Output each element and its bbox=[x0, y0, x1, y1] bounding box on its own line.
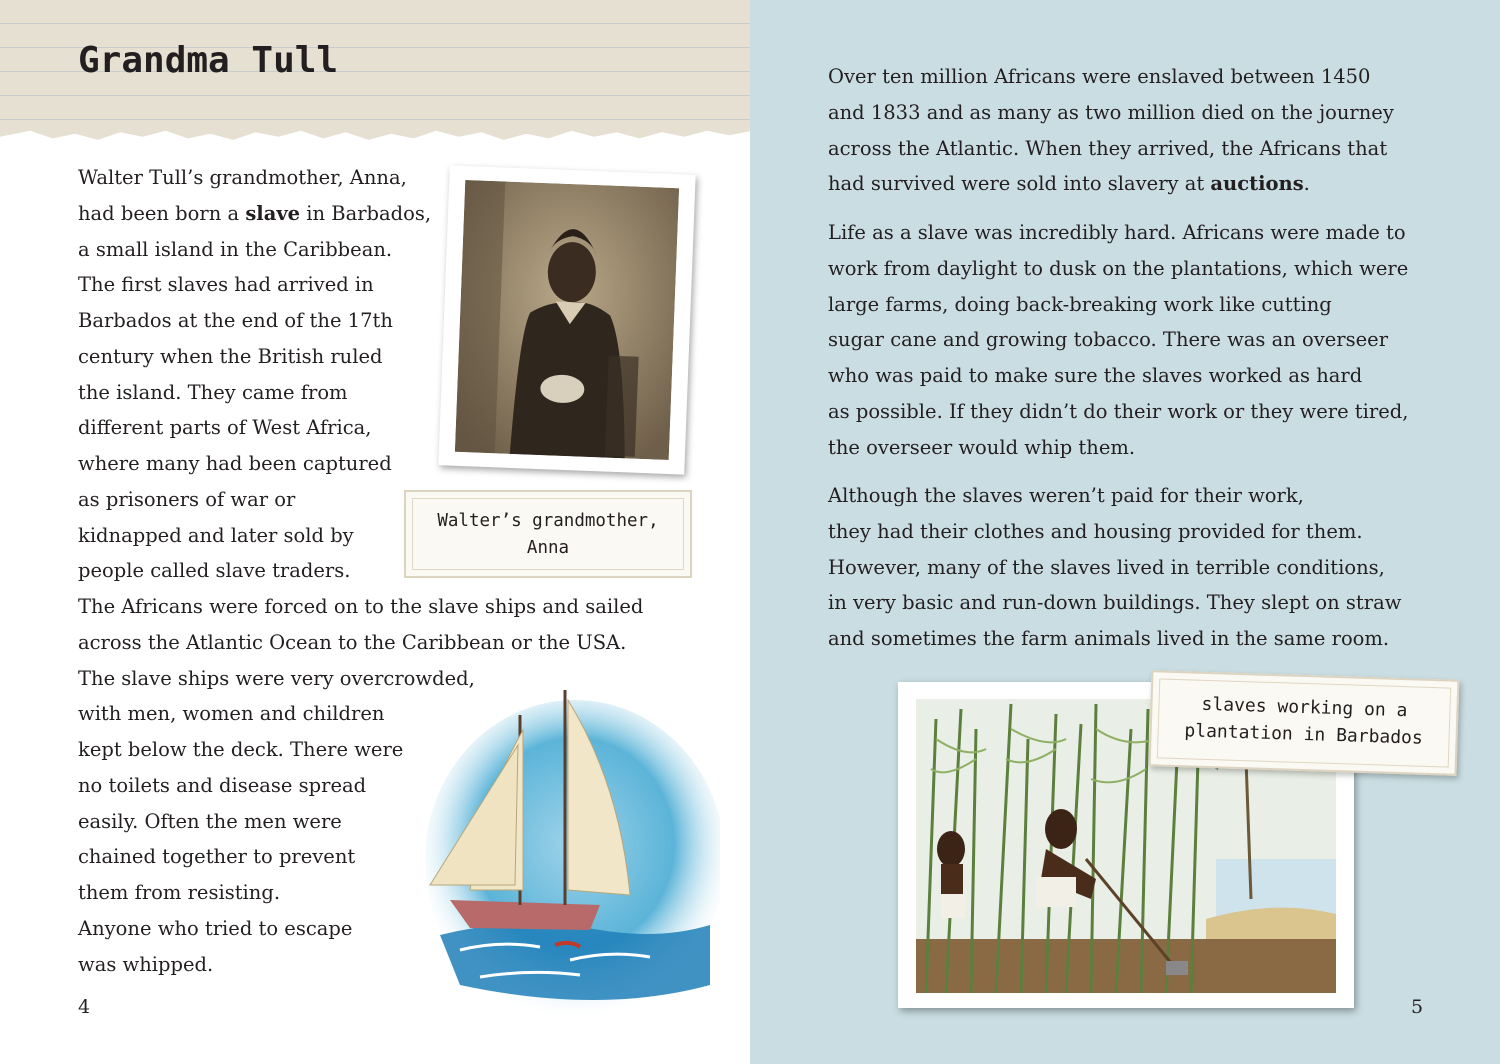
text-line: The first slaves had arrived in bbox=[78, 273, 374, 297]
text-line: across the Atlantic. When they arrived, the Africans that bbox=[828, 136, 1388, 160]
text-line: them from resisting. bbox=[78, 881, 281, 904]
text-line: the island. They came from bbox=[78, 380, 348, 404]
caption-line: plantation in Barbados bbox=[1184, 720, 1424, 749]
text-line: The Africans were forced on to the slave ships and sailed bbox=[78, 595, 644, 618]
page-number: 4 bbox=[78, 996, 91, 1018]
text-line: century when the British ruled bbox=[78, 344, 383, 368]
text-line: different parts of West Africa, bbox=[78, 416, 372, 440]
text-line: kept below the deck. There were bbox=[78, 738, 404, 761]
text-line: easily. Often the men were bbox=[78, 809, 342, 833]
text-line: Over ten million Africans were enslaved between 1450 bbox=[828, 65, 1371, 88]
text-line: a small island in the Caribbean. bbox=[78, 237, 393, 261]
keyword-auctions: auctions bbox=[1210, 172, 1304, 196]
text-line: people called slave traders. bbox=[78, 559, 351, 583]
text-line: However, many of the slaves lived in terrible conditions, bbox=[828, 555, 1385, 579]
text-line: work from daylight to dusk on the plantations, which were bbox=[828, 256, 1409, 280]
text-line: The slave ships were very overcrowded, bbox=[78, 666, 475, 690]
text-line: large farms, doing back-breaking work like cutting bbox=[828, 292, 1332, 316]
text-line: kidnapped and later sold by bbox=[78, 523, 354, 547]
text-line: was whipped. bbox=[78, 952, 214, 976]
grandmother-photo bbox=[438, 165, 695, 474]
text-line: Anyone who tried to escape bbox=[78, 916, 353, 940]
text-line: Barbados at the end of the 17th bbox=[78, 309, 393, 332]
text-line: no toilets and disease spread bbox=[78, 773, 367, 797]
text-line: in very basic and run-down buildings. They slept on straw bbox=[828, 591, 1402, 615]
text-line: Life as a slave was incredibly hard. Africans were made to bbox=[828, 221, 1406, 244]
grandmother-caption bbox=[404, 490, 692, 578]
text-line: chained together to prevent bbox=[78, 845, 356, 869]
page-title: Grandma Tull bbox=[78, 40, 339, 81]
paragraph-2 bbox=[828, 215, 1408, 465]
text-line: as prisoners of war or bbox=[78, 487, 296, 511]
text-line: who was paid to make sure the slaves worked as hard bbox=[828, 364, 1363, 387]
caption-line: slaves working on a bbox=[1201, 693, 1408, 722]
text-line: and sometimes the farm animals lived in the same room. bbox=[828, 627, 1390, 650]
keyword-slave: slave bbox=[245, 201, 301, 225]
text-line: had been born a slave in Barbados, bbox=[78, 201, 432, 225]
text-line: the overseer would whip them. bbox=[828, 435, 1136, 459]
text-line: across the Atlantic Ocean to the Caribbean or the USA. bbox=[78, 630, 627, 654]
caption-line: Walter’s grandmother, bbox=[437, 511, 659, 531]
text-line: Walter Tull’s grandmother, Anna, bbox=[78, 166, 407, 189]
text-line: as possible. If they didn’t do their work or they were tired, bbox=[828, 399, 1409, 423]
paragraph-1 bbox=[828, 59, 1394, 202]
plantation-caption bbox=[1149, 670, 1460, 776]
text-line: Although the slaves weren’t paid for their work, bbox=[828, 484, 1304, 507]
text-line: where many had been captured bbox=[78, 452, 392, 475]
text-line: sugar cane and growing tobacco. There was an overseer bbox=[828, 328, 1389, 352]
page-number: 5 bbox=[1411, 996, 1424, 1018]
text-line: with men, women and children bbox=[78, 702, 385, 726]
grandmother-portrait-image bbox=[455, 180, 679, 460]
slave-ship-illustration bbox=[400, 685, 720, 1015]
text-line: and 1833 and as many as two million died on the journey bbox=[828, 100, 1394, 124]
paragraph-3 bbox=[828, 478, 1401, 657]
text-line: they had their clothes and housing provided for them. bbox=[828, 519, 1363, 543]
text-line: had survived were sold into slavery at auctions. bbox=[828, 172, 1310, 196]
caption-line: Anna bbox=[526, 538, 570, 558]
